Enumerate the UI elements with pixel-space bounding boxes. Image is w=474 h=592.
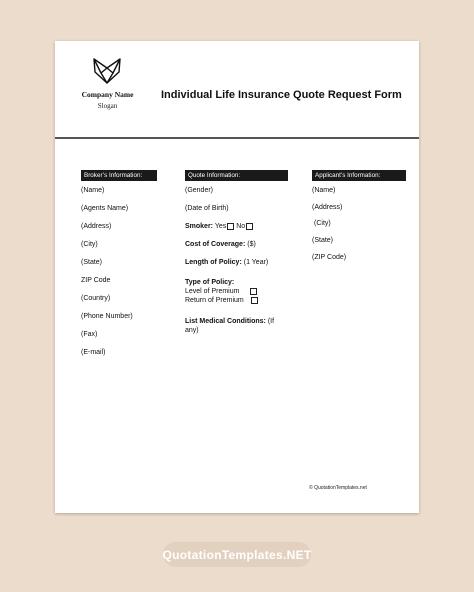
broker-field-fax: (Fax) [81,331,98,338]
medical-conditions-value: (If any) [185,318,275,334]
form-title: Individual Life Insurance Quote Request Form [161,89,402,101]
return-premium-checkbox[interactable] [251,297,258,304]
smoker-no-checkbox[interactable] [246,223,253,230]
brand-text: QuotationTemplates.NET [162,547,312,562]
broker-field-city: (City) [81,241,98,248]
broker-field-name: (Name) [81,187,105,194]
level-premium-checkbox[interactable] [250,288,257,295]
length-row [185,258,289,276]
quote-field-gender: (Gender) [185,187,214,194]
applicant-field-address: (Address) [312,203,343,211]
copyright-credit: © QuotationTemplates.net [309,485,367,491]
applicant-field-name: (Name) [312,187,336,194]
coverage-label: Cost of Coverage: [185,241,246,248]
broker-field-country: (Country) [81,295,111,302]
smoker-no-label: No [236,223,246,230]
level-premium-row [185,287,289,296]
quote-section [185,164,289,335]
applicant-section [312,164,406,269]
level-premium-label: Level of Premium [185,288,240,295]
broker-field-address: (Address) [81,223,112,230]
applicant-field-state: (State) [312,237,334,245]
broker-section [81,164,157,366]
document-page [55,41,419,513]
broker-field-email: (E-mail) [81,349,106,356]
coverage-row [185,240,289,258]
applicant-heading: Applicant’s Information: [312,170,406,181]
applicant-field-zip: (ZIP Code) [312,253,347,261]
broker-heading: Broker’s Information: [81,170,157,181]
header-divider [55,137,419,139]
medical-conditions-row [185,317,287,335]
quote-field-dob: (Date of Birth) [185,205,229,212]
coverage-value: ($) [247,241,256,248]
quote-heading: Quote Information: [185,170,288,181]
company-slogan: Slogan [97,102,118,110]
fox-logo-icon [91,57,123,85]
broker-field-state: (State) [81,259,103,266]
smoker-label: Smoker: [185,223,214,230]
medical-conditions-label: List Medical Conditions: [185,318,266,325]
brand-badge[interactable] [163,542,311,567]
broker-field-zip: ZIP Code [81,277,111,284]
broker-field-agents-name: (Agents Name) [81,205,129,212]
company-name: Company Name [81,90,134,99]
length-label: Length of Policy: [185,259,242,266]
broker-field-phone: (Phone Number) [81,313,133,320]
smoker-yes-label: Yes [214,223,227,230]
length-value: (1 Year) [243,259,269,266]
smoker-row [185,222,289,240]
return-premium-label: Return of Premium [185,297,244,304]
policy-type-label: Type of Policy: [185,279,235,286]
smoker-yes-checkbox[interactable] [227,223,234,230]
return-premium-row [185,296,289,305]
applicant-field-city: (City) [314,220,331,228]
